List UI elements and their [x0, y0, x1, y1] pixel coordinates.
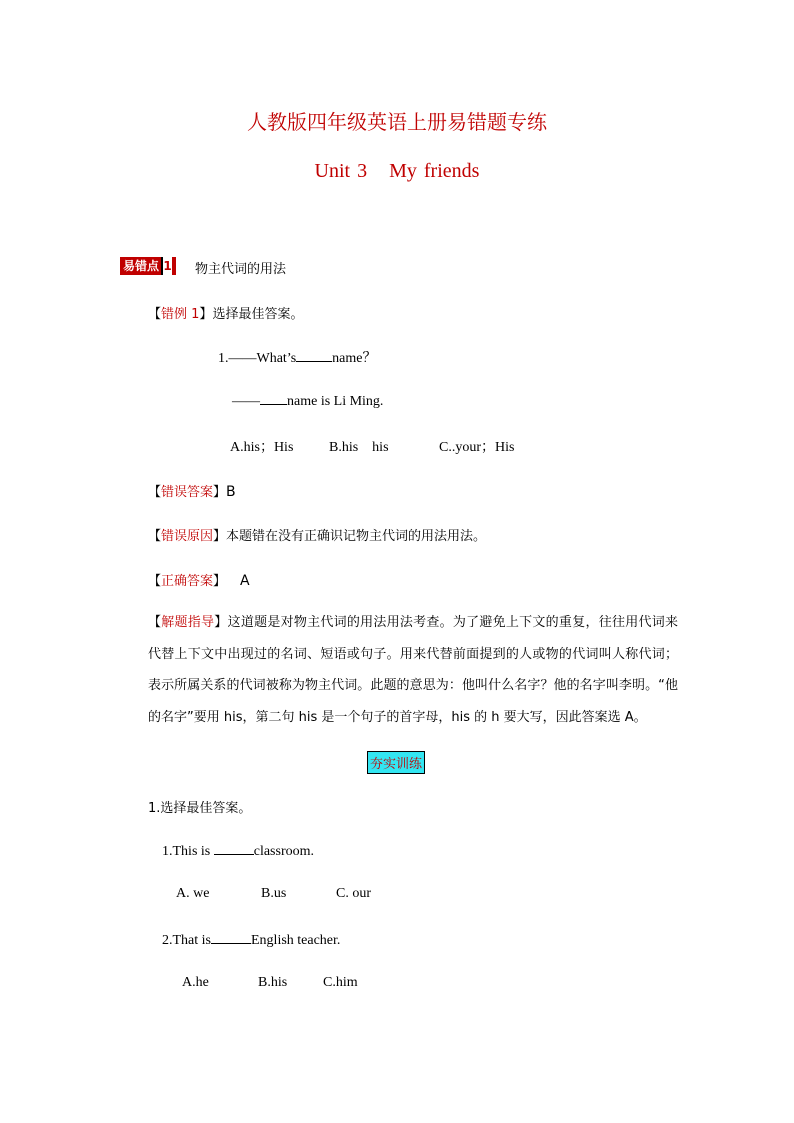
example-answer-suffix: name is Li Ming.: [287, 394, 384, 409]
wrong-answer: 【错误答案】B: [148, 484, 236, 500]
training-q2: [162, 931, 340, 949]
unit-subtitle: [0, 160, 794, 183]
example-option-b: B.his his: [329, 440, 389, 455]
example-option-a: A.his；His: [230, 440, 294, 455]
wrong-reason-label: 错误原因: [161, 529, 214, 544]
error-point-badge-text: 易错点: [123, 259, 160, 273]
training-q2-prefix: 2.That is: [162, 933, 211, 948]
page-title: 人教版四年级英语上册易错题专练: [247, 110, 547, 134]
training-section-title: 1.选择最佳答案。: [148, 801, 252, 816]
training-q2-option-b: B.his: [258, 975, 288, 990]
training-q1: [162, 842, 314, 860]
training-q2-option-c: C.him: [323, 975, 358, 990]
error-point-badge: [120, 257, 176, 275]
unit-number: Unit 3: [314, 160, 368, 182]
training-badge: 夯实训练: [367, 751, 425, 774]
example-question-prefix: 1.——What’s: [218, 351, 297, 366]
correct-answer-value: A: [240, 573, 250, 589]
example-question-suffix: name？: [332, 351, 377, 366]
training-q2-suffix: English teacher.: [251, 933, 341, 948]
bracket-open: 【: [148, 307, 162, 322]
example-heading: [148, 303, 303, 322]
example-option-c: C..your；His: [439, 440, 515, 455]
solution-guide-text: 这道题是对物主代词的用法用法考查。为了避免上下文的重复，往往用代词来代替上下文中出现过的名词、短语或句子。用来代替前面提到的人或物的代词叫人称代词；表示所属关系的代词被称为物主代词。此题的意思为：他叫什么名字？他的名字叫李明。“他的名字”要用 his，第二句 his 是一个句子的首字母，his 的 h 要大写，因此答案选 A。: [148, 615, 678, 725]
example-question: [218, 347, 376, 367]
solution-guide: 【解题指导】这道题是对物主代词的用法用法考查。为了避免上下文的重复，往往用代词来代替上下文中出现过的名词、短语或句子。用来代替前面提到的人或物的代词叫人称代词；表示所属关系的代词被称为物主代词。此题的意思为：他叫什么名字？他的名字叫李明。“他的名字”要用 his，第二句 his 是一个句子的首字母，his 的 h 要大写，因此答案选 A。: [148, 615, 678, 725]
example-instruction: 选择最佳答案。: [212, 307, 304, 322]
wrong-answer-label: 错误答案: [161, 485, 214, 500]
example-answer-blank: [260, 392, 287, 405]
training-q1-suffix: classroom.: [253, 844, 314, 859]
training-q2-option-a: A.he: [182, 975, 209, 990]
error-point-topic: 物主代词的用法: [195, 262, 287, 277]
wrong-reason-value: 本题错在没有正确识记物主代词的用法用法。: [226, 529, 487, 544]
correct-answer: 【正确答案】 A: [148, 573, 250, 589]
example-label: 错例 1: [161, 307, 200, 322]
training-q2-blank: [211, 931, 251, 944]
training-q1-option-c: C. our: [336, 886, 371, 901]
bracket-close: 】: [199, 307, 213, 322]
wrong-answer-value: B: [226, 484, 236, 500]
training-q1-prefix: 1.This is: [162, 844, 211, 859]
wrong-reason: 【错误原因】本题错在没有正确识记物主代词的用法用法。: [148, 529, 487, 544]
example-answer-prefix: ——: [232, 394, 260, 409]
example-question-blank: [296, 349, 332, 362]
training-q1-option-a: A. we: [176, 886, 210, 901]
error-point-number: 1: [161, 257, 172, 275]
example-answer-line: [232, 392, 383, 410]
training-q1-blank: [214, 842, 254, 855]
unit-name: My friends: [389, 160, 480, 182]
solution-guide-label: 解题指导: [161, 615, 215, 630]
training-q1-option-b: B.us: [261, 886, 287, 901]
correct-answer-label: 正确答案: [161, 574, 214, 589]
